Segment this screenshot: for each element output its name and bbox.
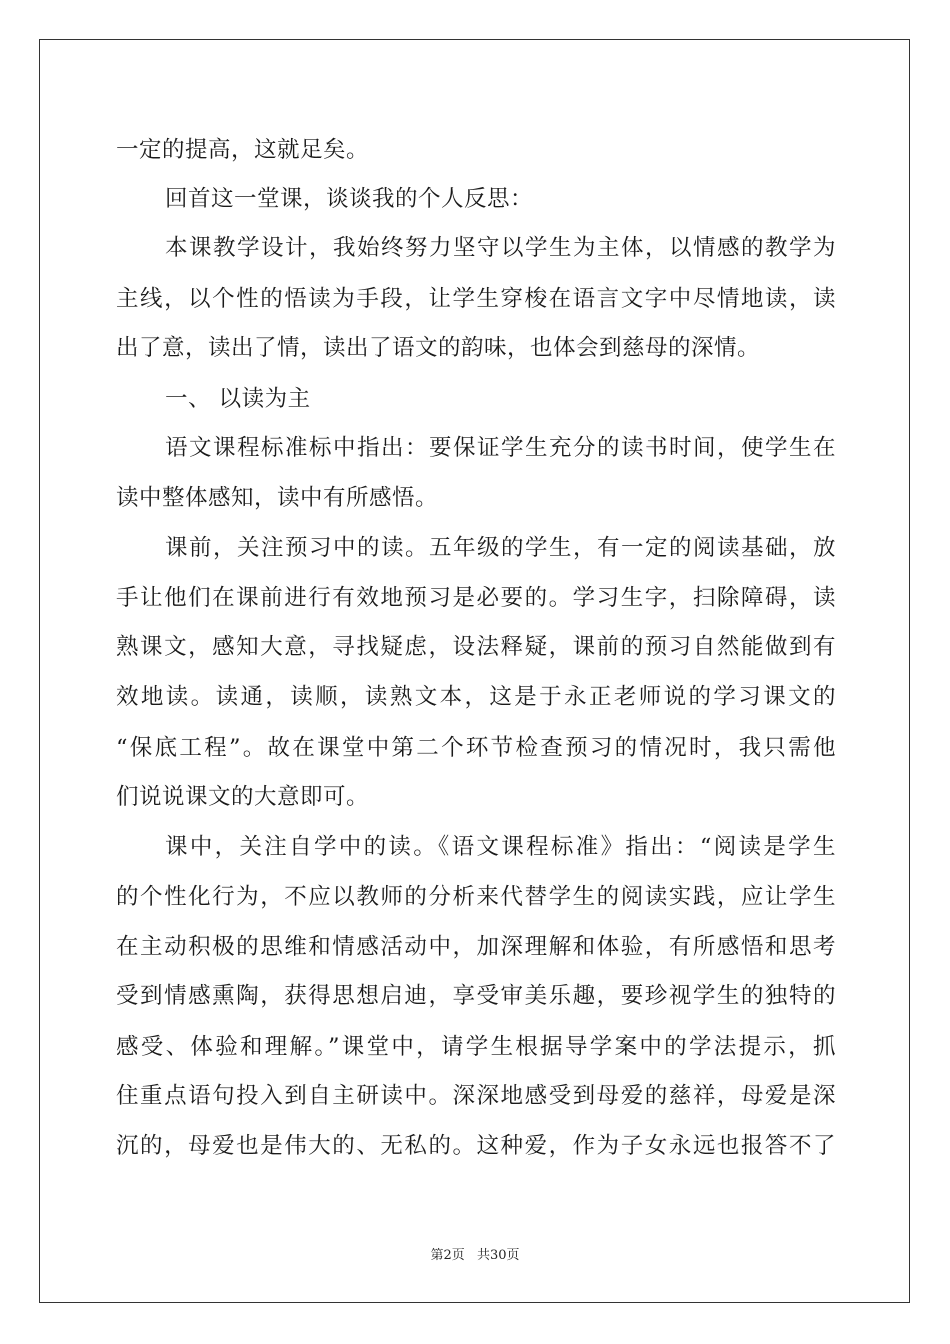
paragraph-line: 课中，关注自学中的读。《语文课程标准》指出：“阅读是学生 bbox=[165, 834, 836, 860]
paragraph-line: 课前，关注预习中的读。五年级的学生，有一定的阅读基础，放 bbox=[165, 535, 836, 561]
paragraph-line: 出了意，读出了情，读出了语文的韵味，也体会到慈母的深情。 bbox=[116, 335, 761, 361]
paragraph-line: 本课教学设计，我始终努力坚守以学生为主体，以情感的教学为 bbox=[165, 235, 836, 261]
section-heading: 一、 以读为主 bbox=[165, 386, 311, 412]
paragraph-line: 的个性化行为，不应以教师的分析来代替学生的阅读实践，应让学生 bbox=[116, 884, 836, 910]
paragraph-line: 语文课程标准标中指出：要保证学生充分的读书时间，使学生在 bbox=[165, 435, 836, 461]
page-total: 共30页 bbox=[476, 1248, 520, 1263]
paragraph-line: 住重点语句投入到自主研读中。深深地感受到母爱的慈祥，母爱是深 bbox=[116, 1083, 836, 1109]
paragraph-line: 回首这一堂课，谈谈我的个人反思： bbox=[165, 186, 534, 212]
page-footer bbox=[0, 1247, 950, 1265]
paragraph-line: “保底工程”。故在课堂中第二个环节检查预习的情况时，我只需他 bbox=[116, 735, 836, 761]
paragraph-line: 手让他们在课前进行有效地预习是必要的。学习生字，扫除障碍，读 bbox=[116, 585, 836, 611]
paragraph-line: 感受、体验和理解。”课堂中，请学生根据导学案中的学法提示，抓 bbox=[116, 1034, 836, 1060]
page-number: 第2页 bbox=[430, 1248, 465, 1263]
paragraph-line: 一定的提高，这就足矣。 bbox=[116, 137, 370, 163]
paragraph-line: 们说说课文的大意即可。 bbox=[116, 784, 370, 810]
paragraph-line: 读中整体感知，读中有所感悟。 bbox=[116, 485, 439, 511]
paragraph-line: 主线，以个性的悟读为手段，让学生穿梭在语言文字中尽情地读，读 bbox=[116, 286, 836, 312]
paragraph-line: 受到情感熏陶，获得思想启迪，享受审美乐趣，要珍视学生的独特的 bbox=[116, 983, 836, 1009]
paragraph-line: 沉的，母爱也是伟大的、无私的。这种爱，作为子女永远也报答不了 bbox=[116, 1133, 836, 1159]
paragraph-line: 在主动积极的思维和情感活动中，加深理解和体验，有所感悟和思考 bbox=[116, 934, 836, 960]
page-border bbox=[39, 39, 910, 1303]
paragraph-line: 效地读。读通，读顺，读熟文本，这是于永正老师说的学习课文的 bbox=[116, 684, 836, 710]
paragraph-line: 熟课文，感知大意，寻找疑虑，设法释疑，课前的预习自然能做到有 bbox=[116, 634, 836, 660]
